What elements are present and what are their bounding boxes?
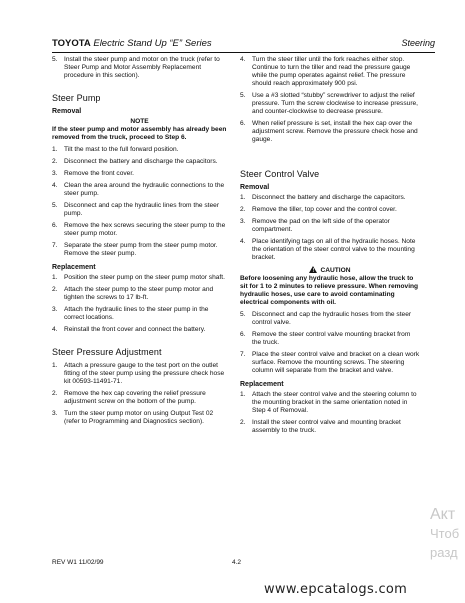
list-item: 4. Turn the steer tiller until the fork reaches either stop. Continue to turn the tiller and read the pressure gauge while the pump operates against relief. The pressure should reach approximately 900 psi.: [240, 56, 411, 87]
list-item: 3. Remove the pad on the left side of the operator compartment.: [240, 218, 390, 233]
note-title: NOTE: [130, 118, 149, 125]
list-item: 6. Remove the hex screws securing the steer pump to the steer pump motor.: [52, 222, 226, 237]
caution-title: !CAUTION: [240, 266, 420, 275]
list-item: 2. Remove the tiller, top cover and the control cover.: [240, 206, 397, 213]
page-header: [52, 38, 435, 53]
valve-removal-heading: Removal: [240, 184, 270, 191]
brand-name: TOYOTA: [52, 38, 91, 49]
activation-line-2: Чтоб: [430, 526, 460, 541]
list-item: 3. Attach the hydraulic lines to the steer pump in the correct locations.: [52, 306, 209, 321]
caution-text: Before loosening any hydraulic hose, allow the truck to sit for 1 to 2 minutes to relieve pressure. When removing hydraulic hoses, use care to avoid contaminating electrical components with oil.: [240, 275, 419, 306]
revision-label: REV W1 11/02/99: [52, 559, 104, 566]
list-item: 5. Use a #3 slotted “stubby” screwdriver to adjust the relief pressure. Turn the screw clockwise to increase pressure, and counter-clockwise to decrease pressure.: [240, 92, 419, 115]
activation-line-1: Акт: [430, 506, 456, 523]
list-item: 6. Remove the steer control valve mounting bracket from the truck.: [240, 331, 411, 346]
list-item: 1. Position the steer pump on the steer pump motor shaft.: [52, 274, 225, 281]
list-item: 7. Separate the steer pump from the steer pump motor. Remove the steer pump.: [52, 242, 218, 257]
removal-heading: Removal: [52, 108, 82, 115]
list-item: 2. Install the steer control valve and mounting bracket assembly to the truck.: [240, 419, 401, 434]
list-item: 4. Clean the area around the hydraulic connections to the steer pump.: [52, 182, 225, 197]
series-title: Electric Stand Up “E” Series: [93, 38, 212, 49]
list-item: 2. Attach the steer pump to the steer pump motor and tighten the screws to 17 lb-ft.: [52, 286, 214, 301]
valve-replacement-steps: [240, 391, 420, 435]
valve-removal-steps-continued: [240, 311, 420, 375]
steer-pressure-steps: [52, 362, 227, 426]
continued-steps-right: [240, 56, 420, 144]
list-item: 1. Attach the steer control valve and the steering column to the mounting bracket in the same orientation noted in Step 4 of Removal.: [240, 391, 417, 414]
steer-pump-removal-steps: [52, 146, 227, 258]
steer-pump-replacement-steps: [52, 274, 227, 334]
steer-control-valve-heading: Steer Control Valve: [240, 169, 320, 179]
note-text: If the steer pump and motor assembly has already been removed from the truck, proceed to Step 6.: [52, 126, 227, 141]
page-number: 4.2: [232, 559, 242, 566]
steer-pressure-heading: Steer Pressure Adjustment: [52, 347, 162, 357]
list-item: 3. Turn the steer pump motor on using Output Test 02 (refer to Programming and Diagnostics section).: [52, 410, 214, 425]
right-column: [240, 56, 420, 439]
list-item: 4. Reinstall the front cover and connect the battery.: [52, 326, 206, 333]
list-item: 1. Disconnect the battery and discharge the capacitors.: [240, 194, 406, 201]
valve-removal-steps: [240, 194, 420, 262]
section-title: Steering: [401, 38, 435, 48]
steer-pump-heading: Steer Pump: [52, 93, 101, 103]
list-item: 6. When relief pressure is set, install the hex cap over the adjustment screw. Remove the pressure check hose and gauge.: [240, 120, 418, 143]
watermark-link[interactable]: www.epcatalogs.com: [264, 582, 408, 597]
replacement-heading: Replacement: [52, 264, 96, 271]
list-item: 2. Disconnect the battery and discharge the capacitors.: [52, 158, 218, 165]
list-item: 5. Disconnect and cap the hydraulic lines from the steer pump.: [52, 202, 220, 217]
list-item: 7. Place the steer control valve and bracket on a clean work surface. Remove the mounting screws. The steering column will separate from the bracket and valve.: [240, 351, 420, 374]
continued-steps-left: [52, 56, 227, 80]
list-item: 5. Disconnect and cap the hydraulic hoses from the steer control valve.: [240, 311, 412, 326]
activation-overlay: [430, 505, 459, 562]
list-item: 1. Attach a pressure gauge to the test port on the outlet fitting of the steer pump using the pressure check hose kit 00593-11491-71.: [52, 362, 225, 385]
valve-replacement-heading: Replacement: [240, 381, 284, 388]
activation-line-3: разд: [430, 545, 458, 560]
list-item: 2. Remove the hex cap covering the relief pressure adjustment screw on the bottom of the pump.: [52, 390, 206, 405]
list-item: 3. Remove the front cover.: [52, 170, 135, 177]
list-item: 1. Tilt the mast to the full forward position.: [52, 146, 179, 153]
left-column: [52, 56, 227, 430]
list-item: 5. Install the steer pump and motor on the truck (refer to Steer Pump and Motor Assembly Replacement procedure in this section).: [52, 56, 220, 79]
warning-icon: [309, 266, 317, 273]
list-item: 4. Place identifying tags on all of the hydraulic hoses. Note the orientation of the steer control valve to the mounting bracket.: [240, 238, 416, 261]
